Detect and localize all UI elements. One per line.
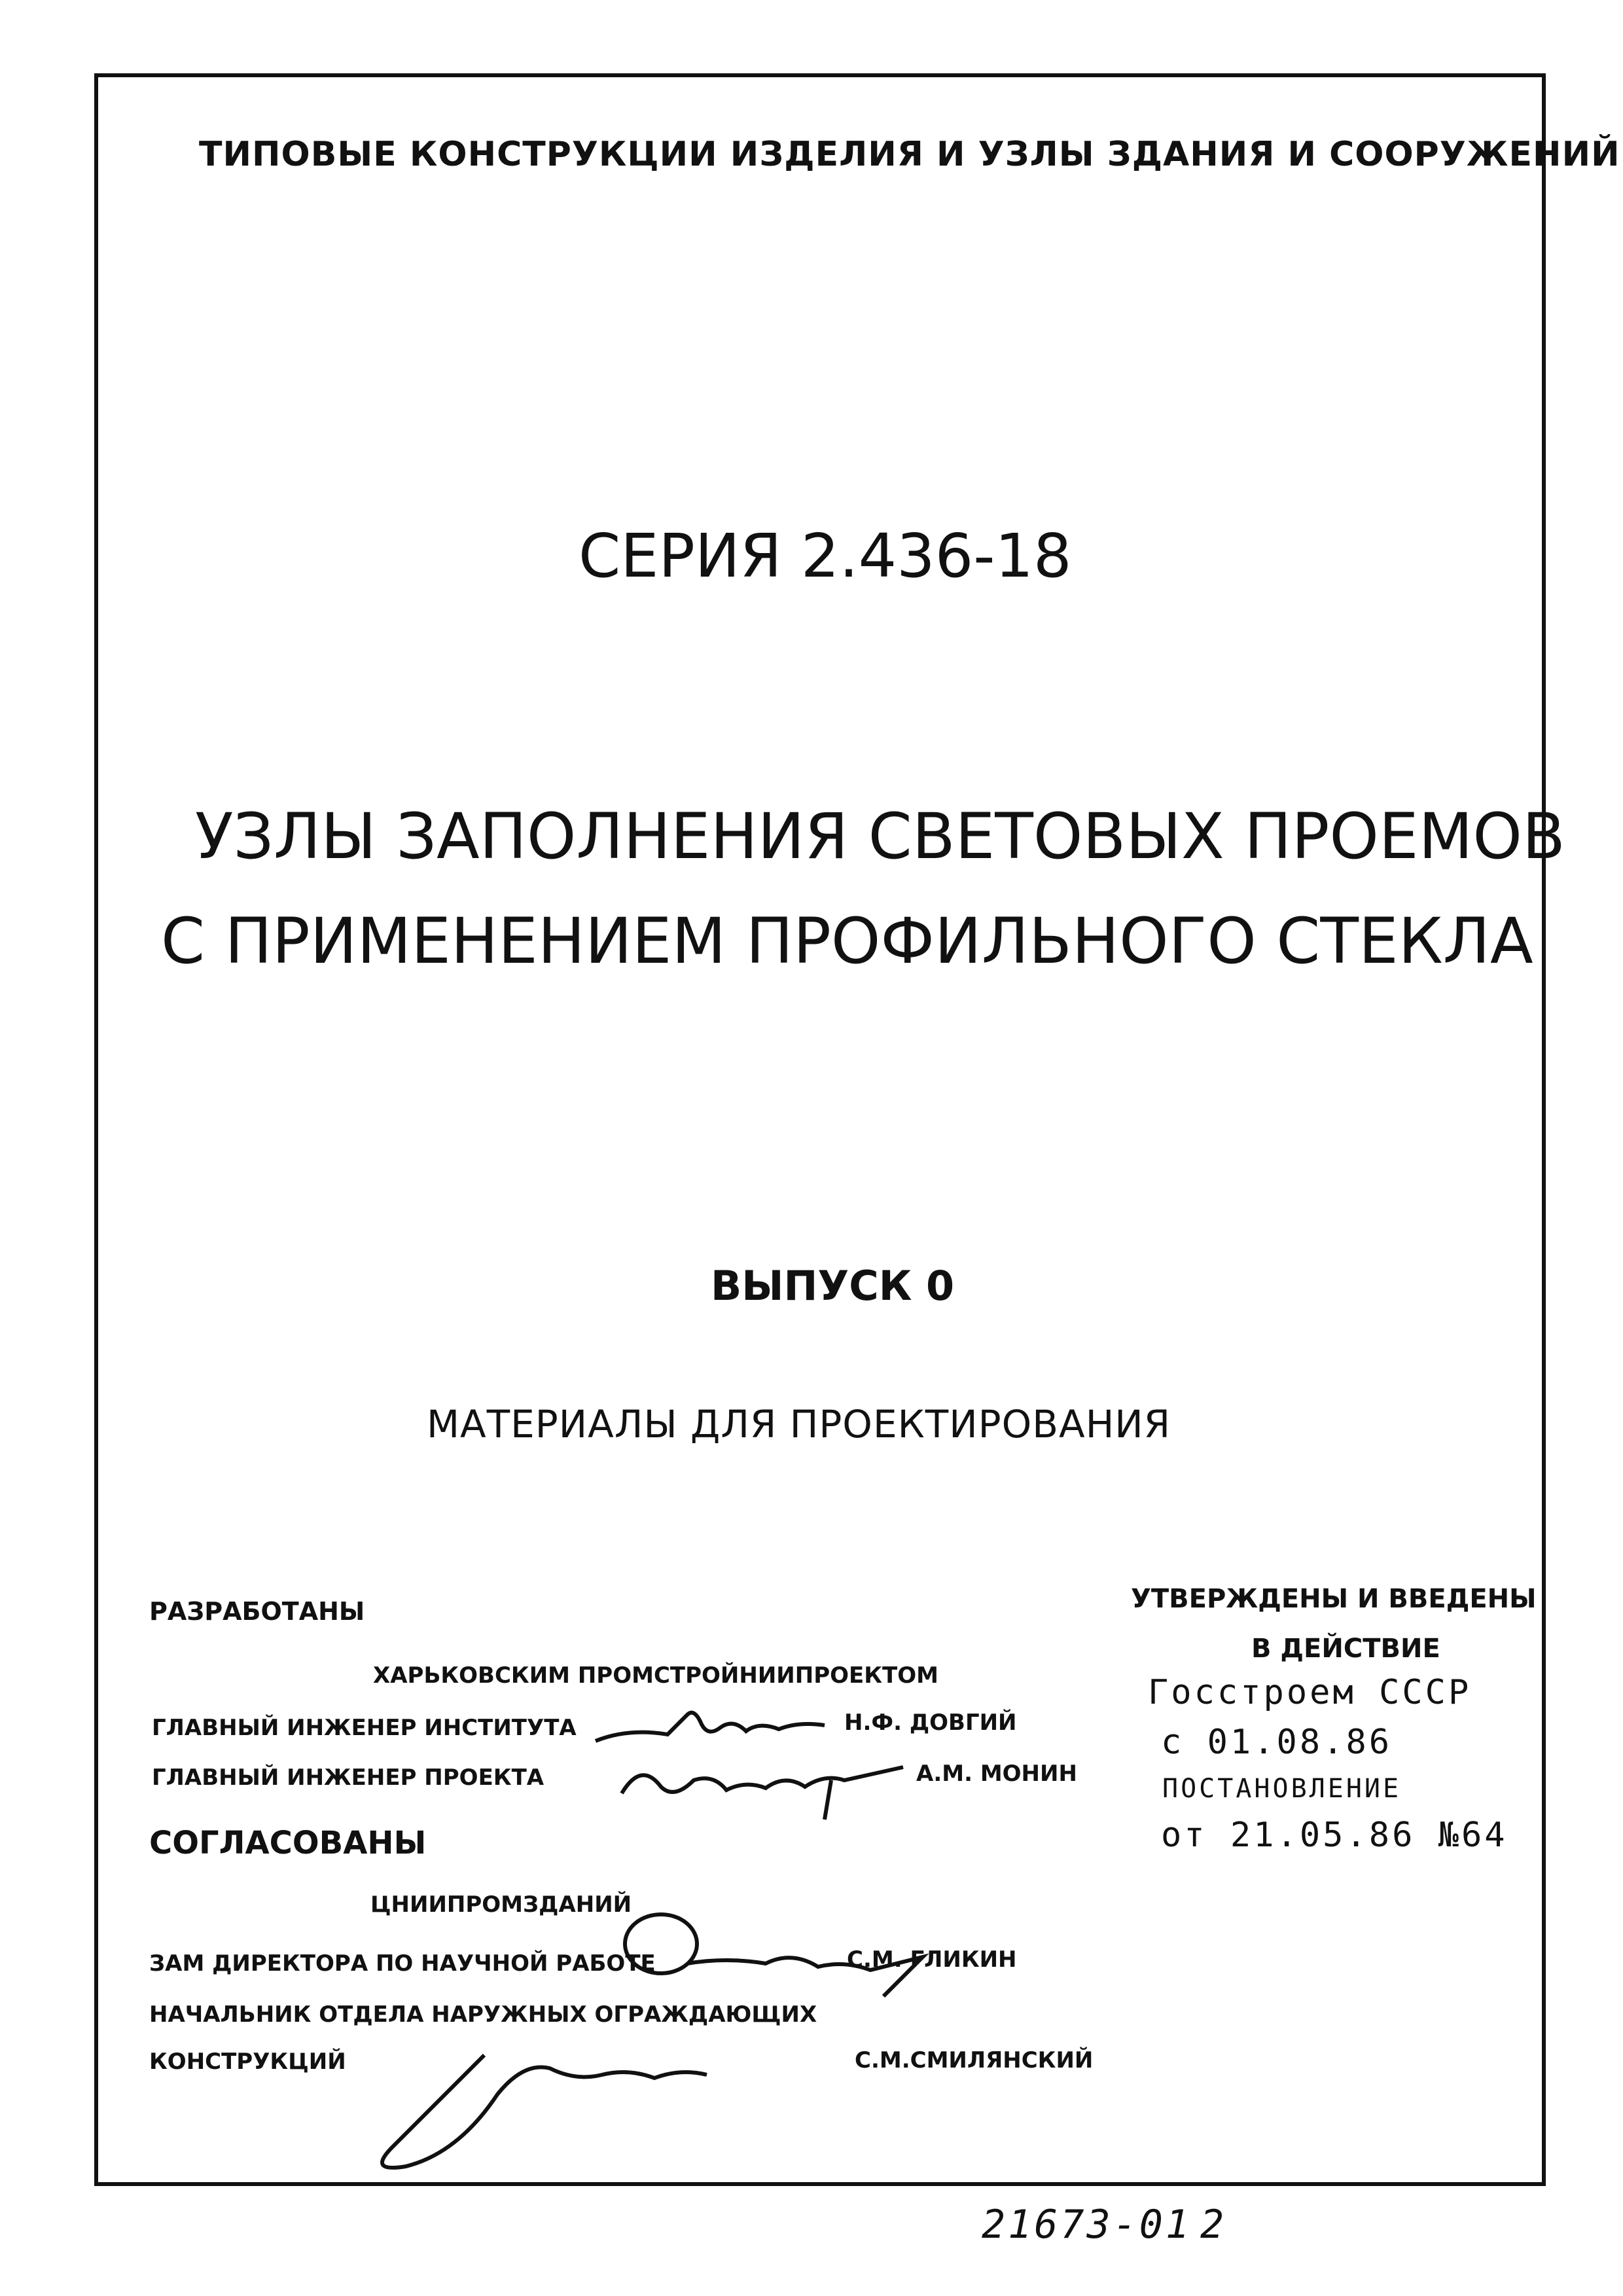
agreed-heading: СОГЛАСОВАНЫ	[149, 1825, 427, 1861]
document-code: 21673-01	[982, 2202, 1192, 2248]
developed-heading: РАЗРАБОТАНЫ	[149, 1597, 365, 1626]
signature-deputy-director	[609, 1898, 949, 2003]
series-title	[579, 521, 1071, 591]
materials-subtitle: МАТЕРИАЛЫ ДЛЯ ПРОЕКТИРОВАНИЯ	[427, 1402, 1171, 1446]
title-line-2: С ПРИМЕНЕНИЕМ ПРОФИЛЬНОГО СТЕКЛА	[161, 905, 1533, 978]
agreeing-organization: ЦНИИПРОМЗДАНИЙ	[370, 1892, 632, 1918]
signatory-position: ГЛАВНЫЙ ИНЖЕНЕР ПРОЕКТА	[152, 1765, 544, 1791]
decree-number: от 21.05.86 №64	[1161, 1816, 1508, 1855]
signatory-position: ЗАМ ДИРЕКТОРА ПО НАУЧНОЙ РАБОТЕ	[149, 1950, 656, 1977]
approval-date: с 01.08.86	[1161, 1723, 1393, 1762]
page-border-frame	[94, 73, 1546, 2186]
signature-chief-engineer-project	[615, 1748, 916, 1826]
series-number: 2.436-18	[800, 521, 1072, 591]
title-line-1: УЗЛЫ ЗАПОЛНЕНИЯ СВЕТОВЫХ ПРОЕМОВ	[195, 800, 1565, 873]
approval-heading: УТВЕРЖДЕНЫ И ВВЕДЕНЫ	[1131, 1584, 1537, 1614]
approval-heading-continued: В ДЕЙСТВИЕ	[1251, 1634, 1440, 1664]
signatory-position: ГЛАВНЫЙ ИНЖЕНЕР ИНСТИТУТА	[152, 1715, 577, 1741]
signatory-position: НАЧАЛЬНИК ОТДЕЛА НАРУЖНЫХ ОГРАЖДАЮЩИХ	[149, 2001, 817, 2028]
signatory-name: Н.Ф. ДОВГИЙ	[844, 1710, 1017, 1736]
document-header: ТИПОВЫЕ КОНСТРУКЦИИ ИЗДЕЛИЯ И УЗЛЫ ЗДАНИЯ И СООРУЖЕНИЙ	[199, 135, 1620, 174]
series-label: СЕРИЯ	[579, 521, 782, 591]
signatory-name: А.М. МОНИН	[916, 1761, 1077, 1787]
issue-number: ВЫПУСК 0	[711, 1262, 955, 1310]
page-number: 2	[1200, 2202, 1227, 2248]
signatory-name: С.М. ГЛИКИН	[847, 1946, 1017, 1973]
decree-label: ПОСТАНОВЛЕНИЕ	[1162, 1774, 1402, 1804]
signatory-name: С.М.СМИЛЯНСКИЙ	[855, 2047, 1094, 2073]
signature-chief-engineer-institute	[589, 1702, 831, 1754]
approval-authority: Госстроем СССР	[1148, 1673, 1472, 1712]
signatory-position-continued: КОНСТРУКЦИЙ	[149, 2049, 346, 2075]
developer-organization: ХАРЬКОВСКИМ ПРОМСТРОЙНИИПРОЕКТОМ	[373, 1662, 938, 1689]
signature-department-head	[353, 2029, 720, 2179]
